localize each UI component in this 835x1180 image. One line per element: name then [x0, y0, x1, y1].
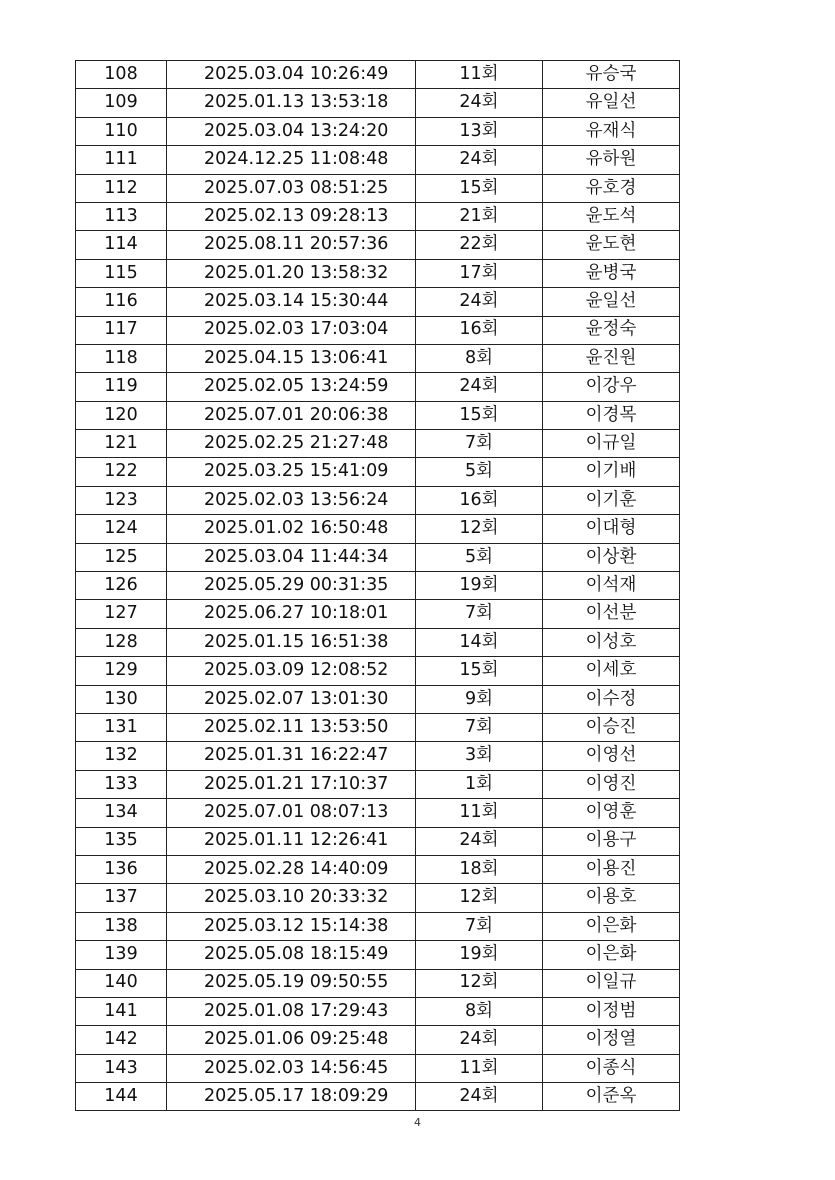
name-cell: 이수정	[543, 685, 680, 713]
table-row	[76, 969, 680, 997]
datetime-cell: 2025.04.15 13:06:41	[167, 344, 416, 372]
row-number-cell: 136	[76, 855, 167, 883]
count-cell: 18회	[416, 855, 543, 883]
count-cell: 12회	[416, 884, 543, 912]
row-number-cell: 114	[76, 231, 167, 259]
row-number-cell: 120	[76, 401, 167, 429]
datetime-cell: 2025.07.03 08:51:25	[167, 174, 416, 202]
datetime-cell: 2025.06.27 10:18:01	[167, 600, 416, 628]
table-row	[76, 344, 680, 372]
name-cell: 유재식	[543, 117, 680, 145]
row-number-cell: 128	[76, 628, 167, 656]
count-cell: 22회	[416, 231, 543, 259]
name-cell: 이준옥	[543, 1083, 680, 1111]
table-row	[76, 543, 680, 571]
count-cell: 16회	[416, 486, 543, 514]
count-cell: 24회	[416, 288, 543, 316]
name-cell: 이승진	[543, 713, 680, 741]
name-cell: 이용호	[543, 884, 680, 912]
name-cell: 이정범	[543, 997, 680, 1025]
name-cell: 윤도석	[543, 202, 680, 230]
count-cell: 24회	[416, 827, 543, 855]
count-cell: 12회	[416, 515, 543, 543]
row-number-cell: 111	[76, 146, 167, 174]
count-cell: 7회	[416, 600, 543, 628]
datetime-cell: 2025.01.11 12:26:41	[167, 827, 416, 855]
count-cell: 3회	[416, 742, 543, 770]
name-cell: 유승국	[543, 61, 680, 89]
count-cell: 7회	[416, 430, 543, 458]
records-table	[75, 60, 680, 1111]
datetime-cell: 2025.02.13 09:28:13	[167, 202, 416, 230]
datetime-cell: 2025.03.09 12:08:52	[167, 657, 416, 685]
count-cell: 15회	[416, 174, 543, 202]
name-cell: 이영진	[543, 770, 680, 798]
count-cell: 24회	[416, 89, 543, 117]
row-number-cell: 144	[76, 1083, 167, 1111]
datetime-cell: 2025.03.14 15:30:44	[167, 288, 416, 316]
row-number-cell: 137	[76, 884, 167, 912]
table-row	[76, 1083, 680, 1111]
table-row	[76, 1054, 680, 1082]
name-cell: 이경목	[543, 401, 680, 429]
name-cell: 이대형	[543, 515, 680, 543]
count-cell: 9회	[416, 685, 543, 713]
datetime-cell: 2025.02.07 13:01:30	[167, 685, 416, 713]
count-cell: 8회	[416, 997, 543, 1025]
count-cell: 11회	[416, 799, 543, 827]
row-number-cell: 143	[76, 1054, 167, 1082]
datetime-cell: 2025.05.08 18:15:49	[167, 941, 416, 969]
row-number-cell: 119	[76, 373, 167, 401]
count-cell: 8회	[416, 344, 543, 372]
name-cell: 이용진	[543, 855, 680, 883]
row-number-cell: 135	[76, 827, 167, 855]
name-cell: 이강우	[543, 373, 680, 401]
datetime-cell: 2025.05.19 09:50:55	[167, 969, 416, 997]
datetime-cell: 2025.02.28 14:40:09	[167, 855, 416, 883]
row-number-cell: 109	[76, 89, 167, 117]
datetime-cell: 2025.03.12 15:14:38	[167, 912, 416, 940]
datetime-cell: 2025.03.04 10:26:49	[167, 61, 416, 89]
name-cell: 이정열	[543, 1026, 680, 1054]
table-row	[76, 486, 680, 514]
datetime-cell: 2025.03.10 20:33:32	[167, 884, 416, 912]
count-cell: 7회	[416, 713, 543, 741]
count-cell: 13회	[416, 117, 543, 145]
count-cell: 5회	[416, 458, 543, 486]
datetime-cell: 2025.02.25 21:27:48	[167, 430, 416, 458]
count-cell: 14회	[416, 628, 543, 656]
table-row	[76, 202, 680, 230]
row-number-cell: 141	[76, 997, 167, 1025]
name-cell: 윤도현	[543, 231, 680, 259]
table-row	[76, 941, 680, 969]
table-row	[76, 713, 680, 741]
datetime-cell: 2025.01.15 16:51:38	[167, 628, 416, 656]
datetime-cell: 2025.01.21 17:10:37	[167, 770, 416, 798]
table-row	[76, 742, 680, 770]
row-number-cell: 115	[76, 259, 167, 287]
count-cell: 15회	[416, 657, 543, 685]
name-cell: 윤일선	[543, 288, 680, 316]
name-cell: 유하원	[543, 146, 680, 174]
row-number-cell: 142	[76, 1026, 167, 1054]
name-cell: 윤진원	[543, 344, 680, 372]
name-cell: 이규일	[543, 430, 680, 458]
count-cell: 24회	[416, 1026, 543, 1054]
table-row	[76, 770, 680, 798]
row-number-cell: 123	[76, 486, 167, 514]
row-number-cell: 121	[76, 430, 167, 458]
row-number-cell: 133	[76, 770, 167, 798]
table-row	[76, 401, 680, 429]
count-cell: 16회	[416, 316, 543, 344]
name-cell: 유일선	[543, 89, 680, 117]
row-number-cell: 108	[76, 61, 167, 89]
table-row	[76, 231, 680, 259]
count-cell: 24회	[416, 373, 543, 401]
table-row	[76, 628, 680, 656]
datetime-cell: 2025.03.04 13:24:20	[167, 117, 416, 145]
table-row	[76, 799, 680, 827]
datetime-cell: 2025.02.05 13:24:59	[167, 373, 416, 401]
name-cell: 이영훈	[543, 799, 680, 827]
page-number: 4	[414, 1116, 421, 1129]
table-row	[76, 61, 680, 89]
table-row	[76, 117, 680, 145]
name-cell: 윤정숙	[543, 316, 680, 344]
datetime-cell: 2025.01.31 16:22:47	[167, 742, 416, 770]
table-row	[76, 1026, 680, 1054]
datetime-cell: 2025.05.17 18:09:29	[167, 1083, 416, 1111]
datetime-cell: 2025.02.03 14:56:45	[167, 1054, 416, 1082]
table-row	[76, 572, 680, 600]
datetime-cell: 2025.07.01 08:07:13	[167, 799, 416, 827]
count-cell: 21회	[416, 202, 543, 230]
row-number-cell: 140	[76, 969, 167, 997]
count-cell: 24회	[416, 1083, 543, 1111]
count-cell: 17회	[416, 259, 543, 287]
table-row	[76, 657, 680, 685]
table-row	[76, 430, 680, 458]
datetime-cell: 2025.05.29 00:31:35	[167, 572, 416, 600]
row-number-cell: 134	[76, 799, 167, 827]
name-cell: 이석재	[543, 572, 680, 600]
datetime-cell: 2025.02.03 13:56:24	[167, 486, 416, 514]
count-cell: 5회	[416, 543, 543, 571]
table-row	[76, 316, 680, 344]
count-cell: 24회	[416, 146, 543, 174]
table-row	[76, 288, 680, 316]
datetime-cell: 2025.01.06 09:25:48	[167, 1026, 416, 1054]
row-number-cell: 138	[76, 912, 167, 940]
row-number-cell: 139	[76, 941, 167, 969]
name-cell: 이상환	[543, 543, 680, 571]
datetime-cell: 2025.07.01 20:06:38	[167, 401, 416, 429]
row-number-cell: 129	[76, 657, 167, 685]
datetime-cell: 2025.01.13 13:53:18	[167, 89, 416, 117]
count-cell: 15회	[416, 401, 543, 429]
row-number-cell: 118	[76, 344, 167, 372]
name-cell: 이은화	[543, 941, 680, 969]
table-row	[76, 600, 680, 628]
table-row	[76, 912, 680, 940]
row-number-cell: 116	[76, 288, 167, 316]
row-number-cell: 113	[76, 202, 167, 230]
table-row	[76, 515, 680, 543]
datetime-cell: 2025.03.25 15:41:09	[167, 458, 416, 486]
datetime-cell: 2024.12.25 11:08:48	[167, 146, 416, 174]
row-number-cell: 130	[76, 685, 167, 713]
row-number-cell: 131	[76, 713, 167, 741]
name-cell: 이일규	[543, 969, 680, 997]
name-cell: 윤병국	[543, 259, 680, 287]
row-number-cell: 125	[76, 543, 167, 571]
table-row	[76, 855, 680, 883]
name-cell: 이영선	[543, 742, 680, 770]
count-cell: 11회	[416, 61, 543, 89]
datetime-cell: 2025.08.11 20:57:36	[167, 231, 416, 259]
name-cell: 이세호	[543, 657, 680, 685]
datetime-cell: 2025.01.08 17:29:43	[167, 997, 416, 1025]
count-cell: 1회	[416, 770, 543, 798]
table-row	[76, 685, 680, 713]
table-row	[76, 373, 680, 401]
name-cell: 유호경	[543, 174, 680, 202]
row-number-cell: 112	[76, 174, 167, 202]
datetime-cell: 2025.01.20 13:58:32	[167, 259, 416, 287]
table-row	[76, 174, 680, 202]
count-cell: 19회	[416, 941, 543, 969]
row-number-cell: 110	[76, 117, 167, 145]
row-number-cell: 126	[76, 572, 167, 600]
datetime-cell: 2025.03.04 11:44:34	[167, 543, 416, 571]
datetime-cell: 2025.02.03 17:03:04	[167, 316, 416, 344]
table-row	[76, 884, 680, 912]
count-cell: 19회	[416, 572, 543, 600]
count-cell: 11회	[416, 1054, 543, 1082]
name-cell: 이성호	[543, 628, 680, 656]
row-number-cell: 124	[76, 515, 167, 543]
name-cell: 이용구	[543, 827, 680, 855]
datetime-cell: 2025.02.11 13:53:50	[167, 713, 416, 741]
datetime-cell: 2025.01.02 16:50:48	[167, 515, 416, 543]
table-row	[76, 146, 680, 174]
row-number-cell: 127	[76, 600, 167, 628]
table-row	[76, 827, 680, 855]
row-number-cell: 132	[76, 742, 167, 770]
table-row	[76, 997, 680, 1025]
table-row	[76, 458, 680, 486]
name-cell: 이은화	[543, 912, 680, 940]
table-row	[76, 259, 680, 287]
records-table-body	[76, 61, 680, 1111]
row-number-cell: 117	[76, 316, 167, 344]
name-cell: 이기훈	[543, 486, 680, 514]
count-cell: 12회	[416, 969, 543, 997]
name-cell: 이선분	[543, 600, 680, 628]
name-cell: 이종식	[543, 1054, 680, 1082]
table-row	[76, 89, 680, 117]
name-cell: 이기배	[543, 458, 680, 486]
row-number-cell: 122	[76, 458, 167, 486]
count-cell: 7회	[416, 912, 543, 940]
